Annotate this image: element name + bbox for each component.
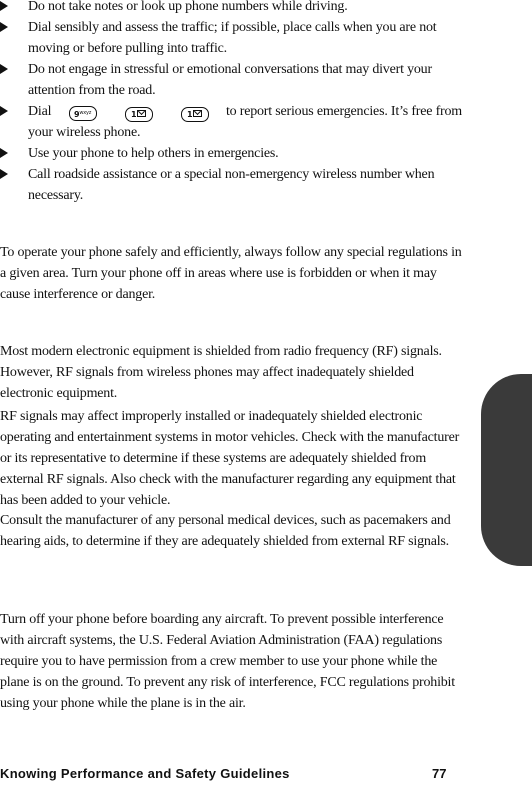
paragraph-medical-devices: Consult the manufacturer of any personal medical devices, such as pacemakers and hearing aids, to determine if they are adequately shielded from external RF signals. bbox=[0, 513, 451, 549]
bullet-arrow-icon bbox=[0, 22, 8, 32]
paragraph-electronic-equipment: Most modern electronic equipment is shielded from radio frequency (RF) signals. However, RF signals from wireless phones may affect inadequately shielded electronic equipment. bbox=[0, 344, 442, 401]
page-number: 77 bbox=[432, 766, 447, 781]
list-item bbox=[0, 0, 470, 17]
envelope-icon bbox=[137, 110, 146, 117]
bullet-arrow-icon bbox=[0, 64, 8, 74]
list-item-text: Dial bbox=[28, 104, 52, 119]
list-item bbox=[0, 17, 470, 59]
bullet-arrow-icon bbox=[0, 148, 8, 158]
section-tab bbox=[481, 374, 532, 566]
list-item bbox=[0, 143, 470, 164]
key-letters: wxyz bbox=[79, 110, 92, 116]
list-item bbox=[0, 164, 470, 206]
key-number: 9 bbox=[74, 110, 80, 119]
list-item-text: Call roadside assistance or a special non-emergency wireless number when necessary. bbox=[28, 167, 435, 203]
list-item-text: Use your phone to help others in emergencies. bbox=[28, 146, 279, 161]
list-item-text: Dial sensibly and assess the traffic; if possible, place calls when you are not moving or before pulling into traffic. bbox=[28, 20, 437, 56]
paragraph-aircraft: Turn off your phone before boarding any aircraft. To prevent possible interference with aircraft systems, the U.S. Federal Aviation Administration (FAA) regulations require you to have permission from a crew member to use your phone while the plane is on the ground. To prevent any risk of interference, FCC regulations prohibit using your phone while the plane is in the air. bbox=[0, 612, 455, 711]
list-item-text: Do not take notes or look up phone numbers while driving. bbox=[28, 0, 348, 14]
list-item bbox=[0, 59, 470, 101]
bullet-arrow-icon bbox=[0, 106, 8, 116]
key-1-icon bbox=[181, 107, 209, 122]
safety-tips-list bbox=[0, 0, 470, 206]
key-1-icon bbox=[125, 107, 153, 122]
list-item-text: to report serious emergencies. It’s free from your wireless phone. bbox=[28, 104, 462, 140]
bullet-arrow-icon bbox=[0, 169, 8, 179]
paragraph-safe-operation: To operate your phone safely and efficiently, always follow any special regulations in a given area. Turn your phone off in areas where use is forbidden or when it may cause interference or danger. bbox=[0, 245, 462, 302]
list-item-dial-emergency bbox=[0, 101, 470, 143]
bullet-arrow-icon bbox=[0, 1, 8, 11]
footer-title: Knowing Performance and Safety Guidelines bbox=[0, 766, 290, 781]
envelope-icon bbox=[193, 110, 202, 117]
paragraph-vehicles: RF signals may affect improperly installed or inadequately shielded electronic operating and entertainment systems in motor vehicles. Check with the manufacturer or its representative to determine if these systems are adequately shielded from external RF signals. Also check with the manufacturer regarding any equipment that has been added to your vehicle. bbox=[0, 409, 460, 508]
key-9-icon bbox=[69, 106, 97, 121]
list-item-text: Do not engage in stressful or emotional conversations that may divert your attention from the road. bbox=[28, 62, 432, 98]
key-number: 1 bbox=[130, 110, 137, 119]
key-number: 1 bbox=[186, 110, 193, 119]
